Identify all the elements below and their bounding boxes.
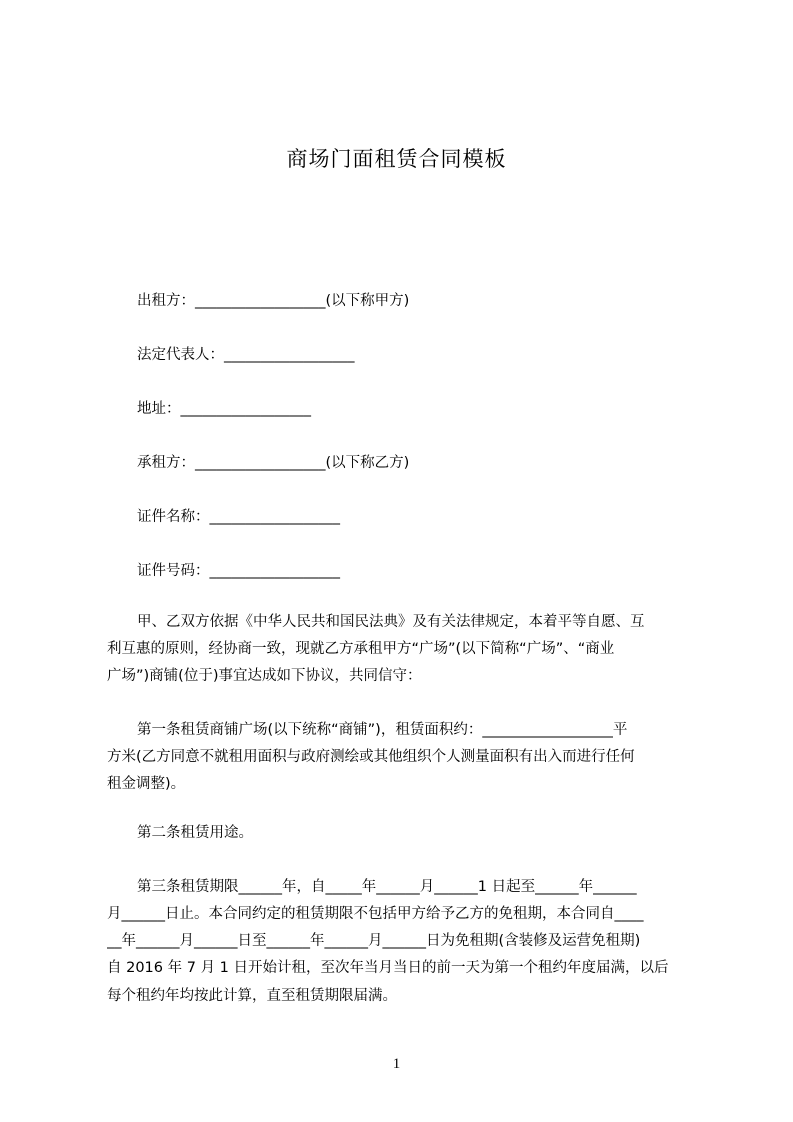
field-address: 地址：__________________ [137, 401, 311, 417]
field-id-number: 证件号码：__________________ [137, 563, 340, 579]
paragraph-line: 甲、乙双方依据《中华人民共和国民法典》及有关法律规定，本着平等自愿、互 [137, 614, 645, 630]
paragraph-line: 自 2016 年 7 月 1 日开始计租，至次年当月当日的前一天为第一个租约年度届满，以后 [107, 960, 669, 976]
paragraph-line: 每个租约年均按此计算，直至租赁期限届满。 [107, 988, 397, 1004]
page-number: 1 [392, 1056, 401, 1072]
field-lessee: 承租方：__________________(以下称乙方) [137, 455, 410, 471]
paragraph-line: 第三条租赁期限______年，自_____年______月______1 日起至______年______ [137, 879, 637, 895]
document-title: 商场门面租赁合同模板 [286, 147, 507, 171]
field-legal-representative: 法定代表人：__________________ [137, 347, 355, 363]
paragraph-line: 租金调整)。 [107, 776, 186, 792]
paragraph-line: 第二条租赁用途。 [137, 825, 253, 841]
paragraph-line: 月______日止。本合同约定的租赁期限不包括甲方给予乙方的免租期，本合同自____ [107, 906, 644, 922]
paragraph-line: 广场”)商铺(位于)事宜达成如下协议，共同信守： [107, 668, 422, 684]
field-id-type: 证件名称：__________________ [137, 509, 340, 525]
paragraph-line: 方米(乙方同意不就租用面积与政府测绘或其他组织个人测量面积有出入而进行任何 [107, 749, 635, 765]
paragraph-line: __年______月______日至______年______月______日为免租期(含装修及运营免租期) [107, 933, 641, 949]
paragraph-line: 第一条租赁商铺广场(以下统称“商铺”)，租赁面积约：__________________平 [137, 722, 628, 738]
field-lessor: 出租方：__________________(以下称甲方) [137, 293, 410, 309]
paragraph-line: 利互惠的原则，经协商一致，现就乙方承租甲方“广场”(以下简称“广场”、“商业 [107, 641, 615, 657]
